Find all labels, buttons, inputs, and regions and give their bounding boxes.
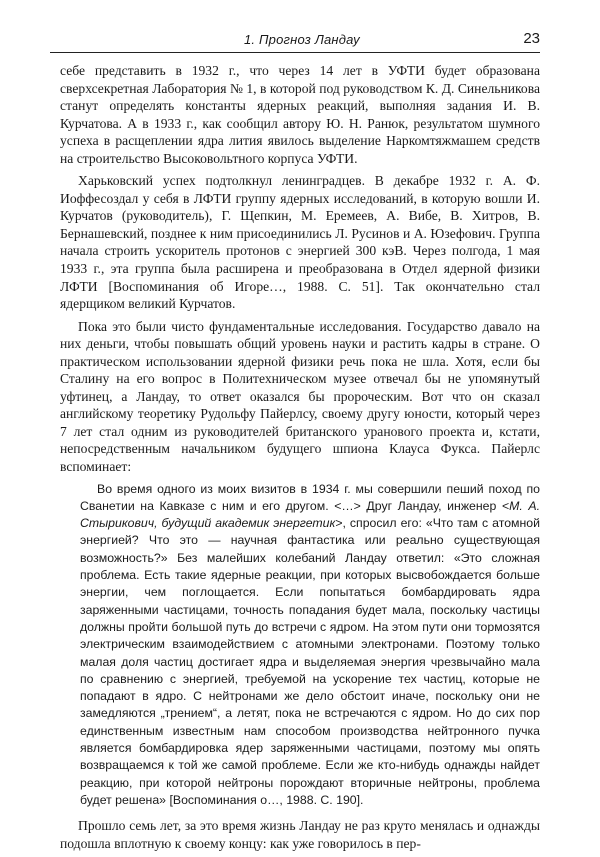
page-number: 23 <box>523 30 540 47</box>
paragraph-2: Харьковский успех подтолкнул ленинградцев. В декабре 1932 г. А. Ф. Иоффесоздал у себя в ЛФТИ группу ядерных исследований, в которую вошли И. Курчатов (руководитель), Г. Щепкин, М. Еремеев, А. Вибе, В. Хитров, В. Бернашевский, позднее к ним присоединились Л. Русинов и А. Юзефович. Группа начала строить ускоритель протонов с энергией 300 кэВ. Через полгода, 1 мая 1933 г., эта группа была расширена и преобразована в Отдел ядерной физики ЛФТИ [Воспоминания об Игоре…, 1988. С. 51]. Так окончательно стал ядерщиком великий Курчатов. <box>60 173 540 312</box>
page-header <box>50 28 540 53</box>
quote-reference: [Воспоминания о…, 1988. С. 190]. <box>169 792 364 807</box>
paragraph-3: Пока это были чисто фундаментальные исследования. Государство давало на них деньги, чтобы повышать общий уровень науки и растить кадры в стране. О практическом использовании ядерной физики речь пока не шла. Хотя, если бы Сталину на его вопрос в Политехническом музее отвечал бы не упомянутый уфтинец, а Ландау, то ответ оказался бы пророческим. Вот что он сказал английскому теоретику Рудольфу Пайерлсу, своему другу юности, который через 7 лет стал одним из руководителей британского уранового проекта и, кстати, непосредственным начальником будущего шпиона Клауса Фукса. Пайерлс вспоминает: <box>60 318 540 475</box>
quote-text-part-2: >, спросил его: «Что там с атомной энергией? Что это — научная фантастика или реально существующая возможность?» Без малейших колебаний Ландау ответил: «Это сложная проблема. Есть такие ядерные реакции, при которых высвобождается больше энергии, чем поглощается. Если попытаться бомбардировать ядра заряженными частицами, точность попадания будет мала, поскольку частицы должны пройти большой путь до встречи с ядром. На этом пути они тормозятся электрическим взаимодействием с атомными электронами. Поэтому только малая доля частиц достигает ядра и выделяемая энергия чрезвычайно мала по сравнению с энергией, требуемой на ускорение тех частиц, которые не попадают в ядро. С нейтронами же дело обстоит иначе, поскольку они не замедляются „трением“, а летят, пока не встречаются с ядром. Но до сих пор единственным известным нам способом производства нейтронного пучка является бомбардировка ядер заряженными частицами, поэтому мы опять возвращаемся к той же самой проблеме. Если же кто-нибудь однажды найдет реакцию, при которой нейтроны порождают вторичные нейтроны, проблема будет решена» <box>80 516 540 807</box>
paragraph-1: себе представить в 1932 г., что через 14 лет в УФТИ будет образована сверхсекретная Лаборатория № 1, в которой под руководством К. Д. Синельникова станут определять константы ядерных реакций, выполняя задания И. В. Курчатова. А в 1933 г., как сообщил автору Ю. Н. Ранюк, результатом шумного успеха в расщеплении ядра лития явилось выделение Наркомтяжмашем средств на строительство Высоковольтного корпуса УФТИ. <box>60 63 540 166</box>
running-head: 1. Прогноз Ландау <box>244 32 360 47</box>
quote-text-part-1: Во время одного из моих визитов в 1934 г. мы совершили пеший поход по Сванетии на Кавказе с ним и его другом. <…> Друг Ландау, инженер < <box>80 481 540 513</box>
closing-paragraph: Прошло семь лет, за это время жизнь Ландау не раз круто менялась и однажды подошла вплотную к своему концу: как уже говорилось в пер- <box>60 818 540 851</box>
block-quote <box>80 481 540 810</box>
page-body <box>60 62 540 857</box>
quote-italic-insert: М. А. Стырикович, будущий академик энергетик <box>80 498 541 531</box>
